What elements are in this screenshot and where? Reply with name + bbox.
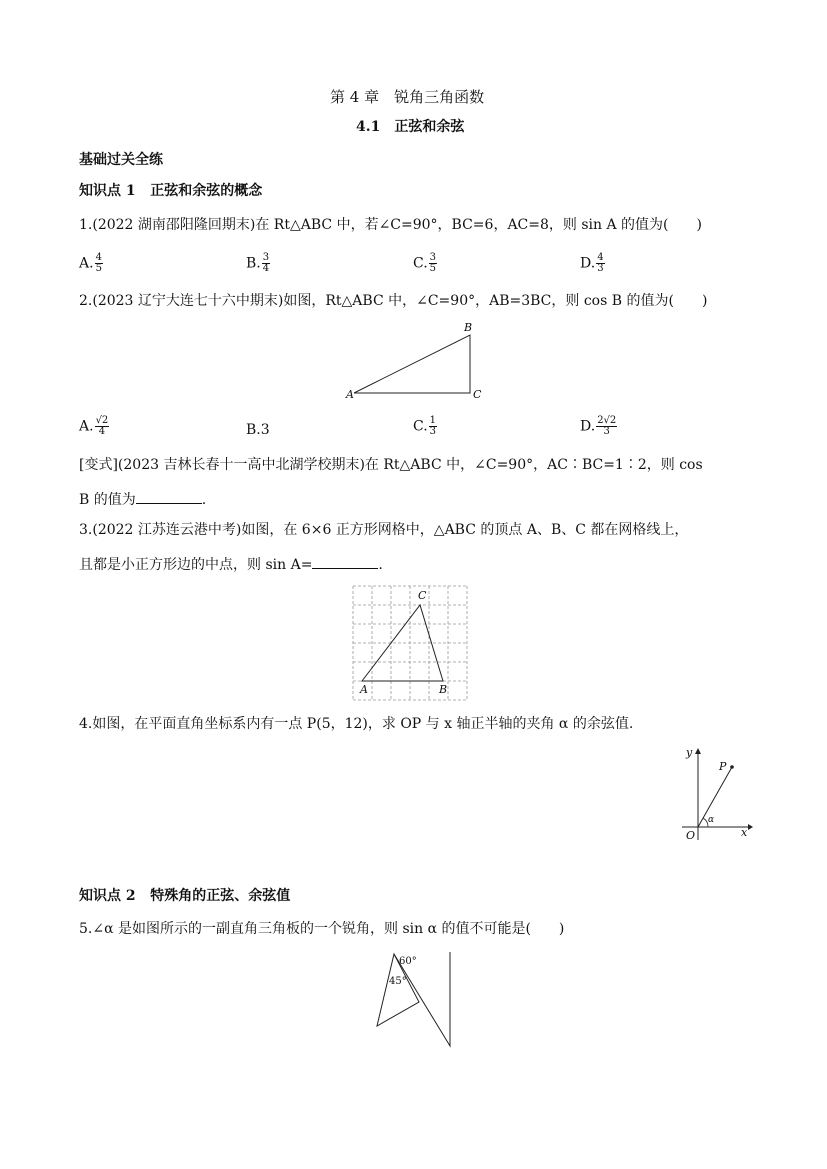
q5-stem: 5.∠α 是如图所示的一副直角三角板的一个锐角，则 sin α 的值不可能是( ) xyxy=(79,921,565,937)
chapter-title: 第 4 章 锐角三角函数 xyxy=(330,88,485,106)
label-a: A xyxy=(360,683,368,696)
kp2-label: 知识点 2 xyxy=(79,888,136,904)
y-arrow xyxy=(695,748,701,754)
q3-line-1: 3.(2022 江苏连云港中考)如图，在 6×6 正方形网格中，△ABC 的顶点 A、B、C 都在网格线上， xyxy=(79,522,689,538)
q4-coordinate-figure xyxy=(680,742,760,842)
option-letter: D. xyxy=(580,255,596,272)
label-c: C xyxy=(418,589,427,602)
fraction: $\frac{3}{5}$ xyxy=(429,252,437,274)
q3-line-2 xyxy=(79,554,383,574)
knowledge-point-1 xyxy=(79,182,262,200)
label-alpha: α xyxy=(708,815,715,825)
point-p xyxy=(730,765,734,769)
right-triangle xyxy=(354,335,470,393)
answer-blank[interactable] xyxy=(136,489,202,504)
fraction: $\frac{1}{3}$ xyxy=(429,415,437,437)
q2-stem: 2.(2023 辽宁大连七十六中期末)如图，Rt△ABC 中，∠C=90°，AB=3BC，则 cos B 的值为( ) xyxy=(79,293,708,309)
kp1-label: 知识点 1 xyxy=(79,183,136,199)
q2-option-a[interactable] xyxy=(79,416,109,437)
fraction: $\frac{√2}{4}$ xyxy=(95,415,109,437)
label-o: O xyxy=(686,829,696,842)
section-title: 4.1 正弦和余弦 xyxy=(356,119,465,135)
q1-option-b[interactable] xyxy=(246,253,270,274)
q2-option-d[interactable] xyxy=(580,416,617,437)
x-arrow xyxy=(748,824,753,830)
q2-option-c[interactable] xyxy=(413,416,437,437)
q1-stem: 1.(2022 湖南邵阳隆回期末)在 Rt△ABC 中，若∠C=90°，BC=6，AC=8，则 sin A 的值为( ) xyxy=(79,217,702,233)
label-b: B xyxy=(439,683,448,696)
option-letter: A. xyxy=(79,418,94,435)
label-c: C xyxy=(473,388,482,401)
q2-option-b[interactable]: B.3 xyxy=(246,422,270,438)
option-letter: A. xyxy=(79,255,94,272)
q1-option-c[interactable] xyxy=(413,253,437,274)
q5-set-squares-figure xyxy=(370,950,460,1054)
period: . xyxy=(201,492,207,508)
kp1-title: 正弦和余弦的概念 xyxy=(150,183,263,199)
fraction: $\frac{3}{4}$ xyxy=(262,252,270,274)
variant-line-1: [变式](2023 吉林长春十一高中北湖学校期末)在 Rt△ABC 中，∠C=90°，AC∶BC=1∶2，则 cos xyxy=(79,457,703,473)
answer-blank[interactable] xyxy=(312,554,378,569)
option-letter: C. xyxy=(413,418,428,435)
option-letter: C. xyxy=(413,255,428,272)
label-p: P xyxy=(719,760,727,773)
square-grid xyxy=(353,586,467,700)
option-letter: B. xyxy=(246,255,261,272)
angle-60-label: 60° xyxy=(399,956,417,967)
fraction: $\frac{2√2}{3}$ xyxy=(597,415,617,437)
kp2-title: 特殊角的正弦、余弦值 xyxy=(150,888,291,904)
q3-grid-figure xyxy=(348,582,478,706)
angle-45-label: 45° xyxy=(389,976,407,987)
option-letter: D. xyxy=(580,418,596,435)
period: . xyxy=(378,557,383,573)
label-y: y xyxy=(686,746,693,759)
q1-option-a[interactable] xyxy=(79,253,103,274)
q2-triangle-figure xyxy=(340,318,490,408)
q4-stem: 4.如图，在平面直角坐标系内有一点 P(5，12)，求 OP 与 x 轴正半轴的夹角 α 的余弦值. xyxy=(79,716,634,732)
knowledge-point-2 xyxy=(79,887,290,905)
fraction: $\frac{4}{3}$ xyxy=(597,252,604,274)
label-a: A xyxy=(346,388,354,401)
section-heading: 基础过关全练 xyxy=(79,152,163,168)
label-x: x xyxy=(741,826,748,839)
variant-text: B 的值为 xyxy=(79,492,136,508)
q3-text: 且都是小正方形边的中点，则 sin A= xyxy=(79,557,313,573)
label-b: B xyxy=(464,321,473,334)
q1-option-d[interactable] xyxy=(580,253,605,274)
fraction: $\frac{4}{5}$ xyxy=(95,252,102,274)
variant-line-2 xyxy=(79,489,206,509)
